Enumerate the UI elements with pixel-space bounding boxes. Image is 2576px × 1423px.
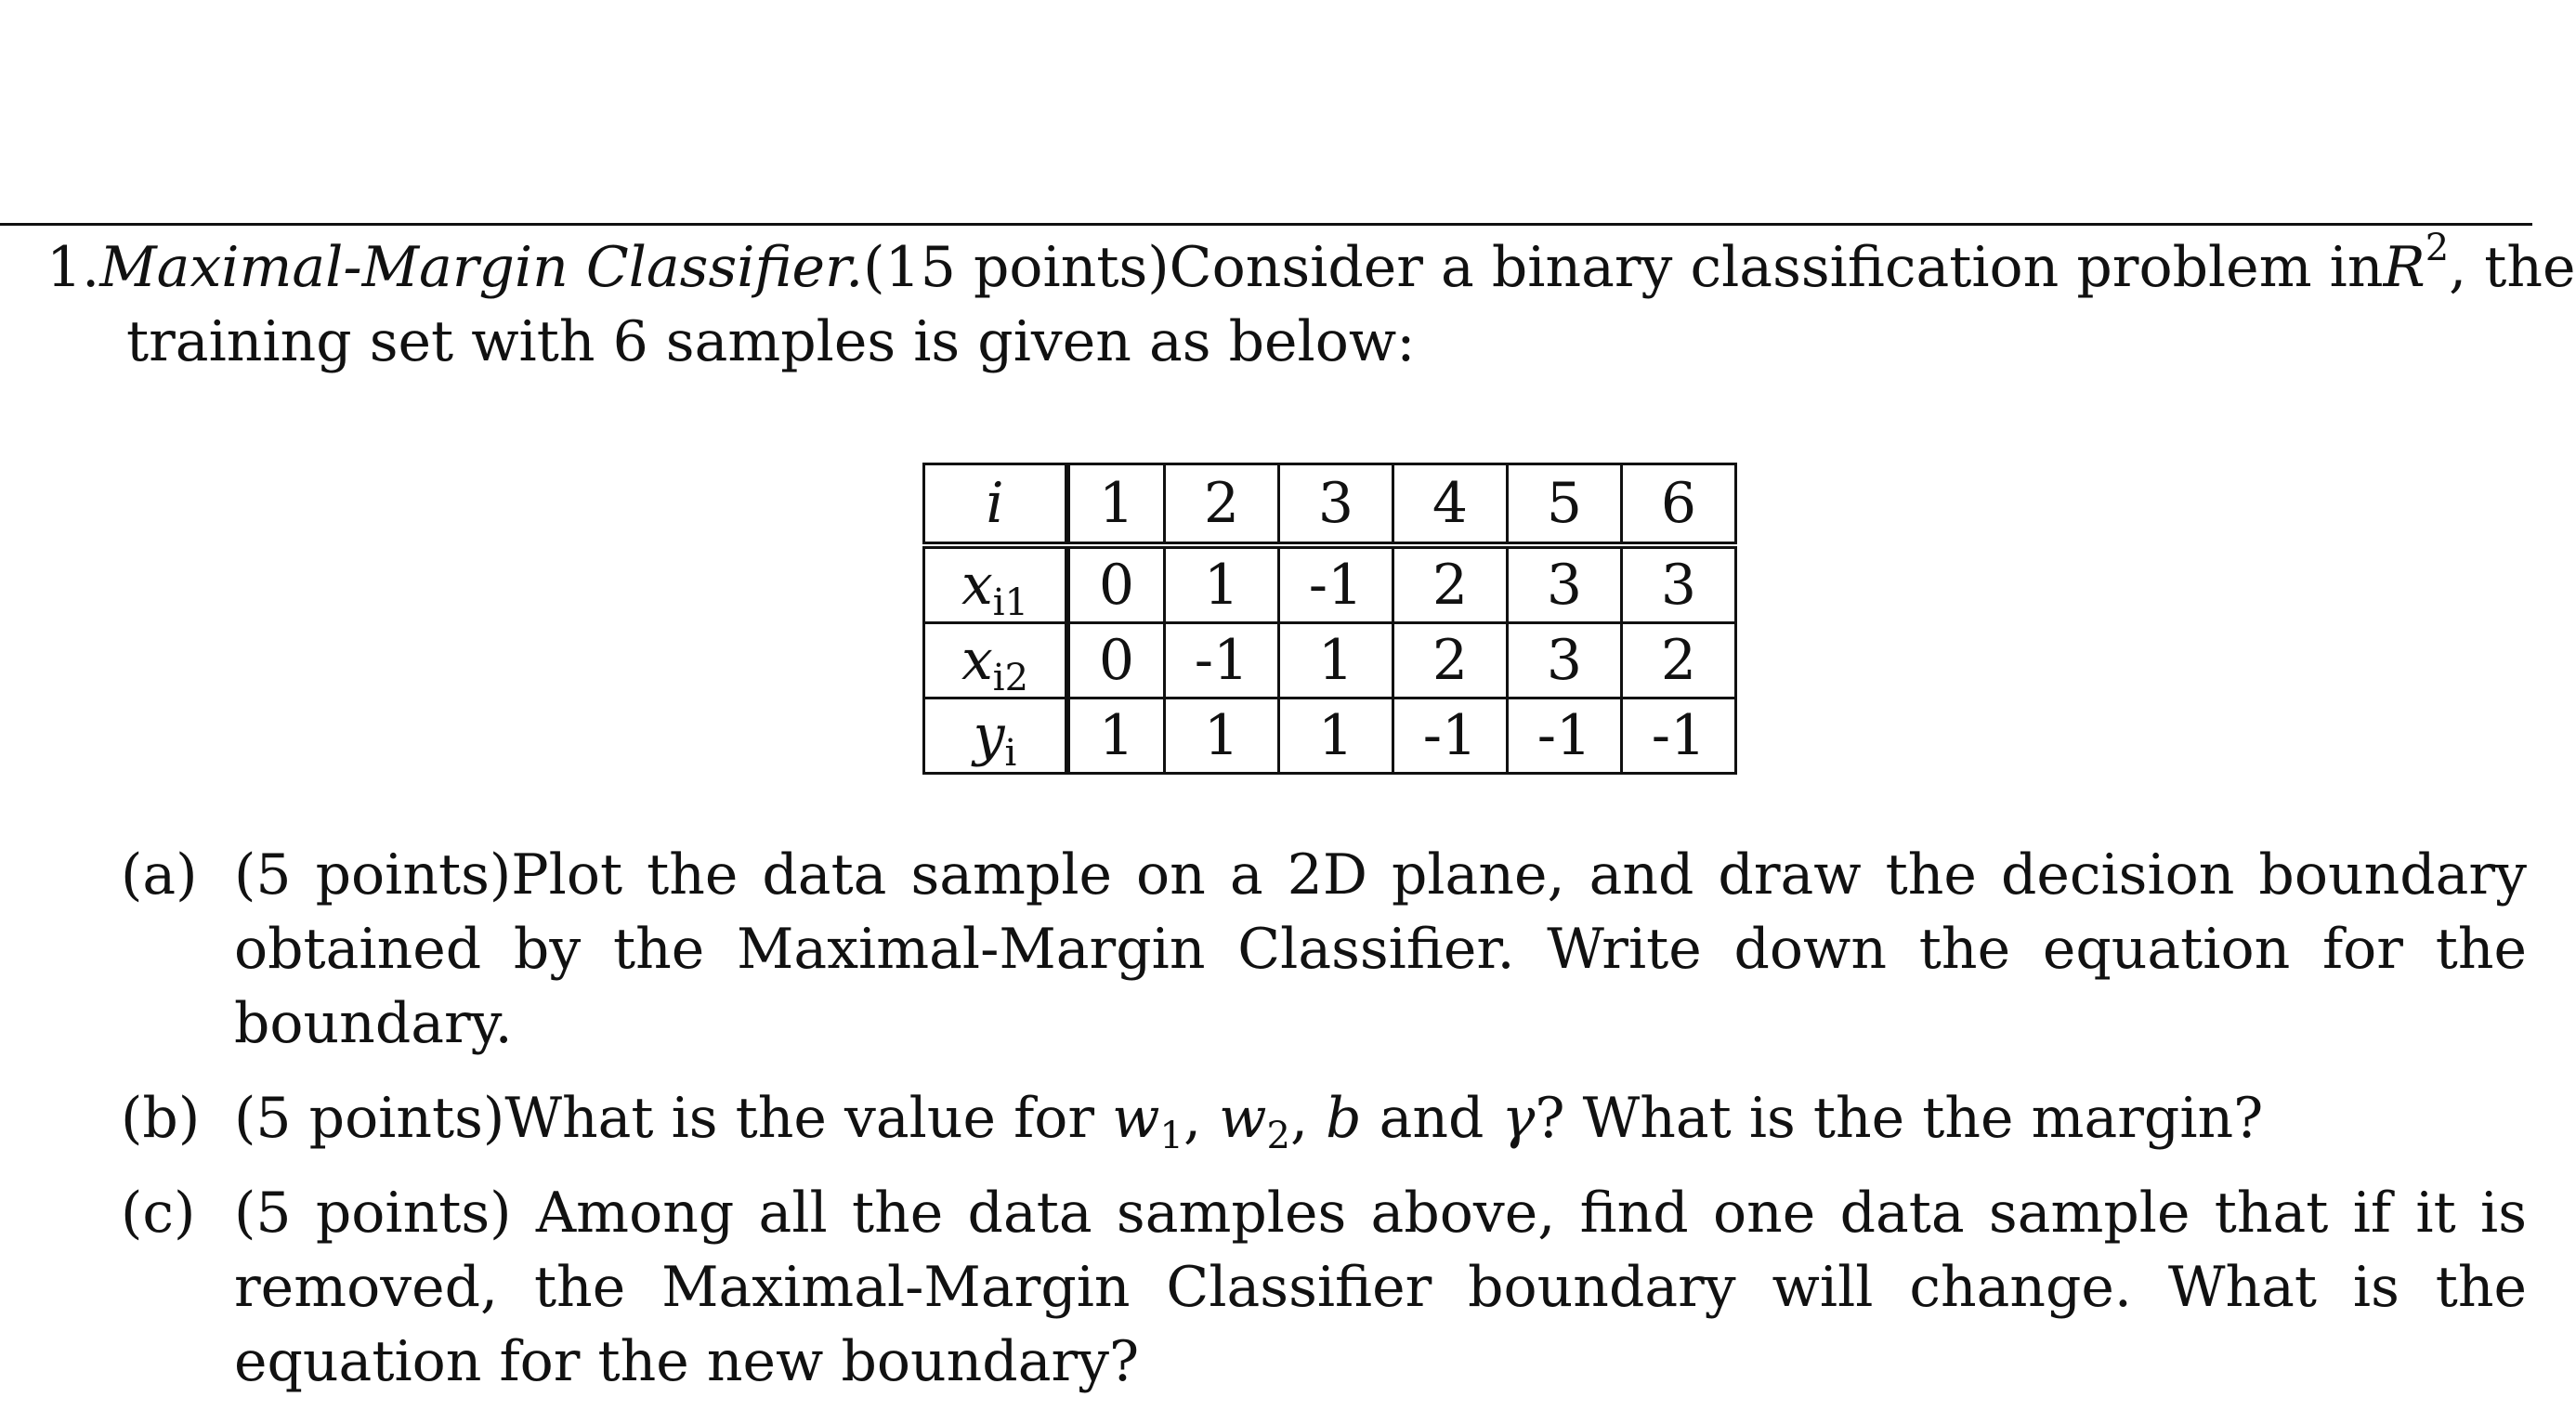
problem-line-2: training set with 6 samples is given as below: bbox=[126, 309, 1416, 374]
row-label-sub: i2 bbox=[992, 657, 1029, 699]
table-cell: 1 bbox=[1279, 623, 1393, 698]
table-cell: 2 bbox=[1393, 623, 1508, 698]
row-label-xi1 bbox=[924, 545, 1068, 623]
space-exponent: 2 bbox=[2425, 227, 2450, 269]
training-data-table bbox=[922, 463, 1737, 775]
comma: , bbox=[1183, 1086, 1220, 1151]
table-cell: 3 bbox=[1622, 545, 1736, 623]
table-cell: 0 bbox=[1067, 545, 1165, 623]
table-header-row bbox=[924, 464, 1736, 546]
row-label-base: y bbox=[973, 703, 1005, 768]
table-cell: 3 bbox=[1508, 623, 1622, 698]
part-c bbox=[121, 1176, 2527, 1399]
table-cell: 1 bbox=[1279, 698, 1393, 774]
table-cell: 2 bbox=[1165, 464, 1279, 546]
sub-questions bbox=[121, 838, 2527, 1419]
b-symbol: b bbox=[1326, 1086, 1362, 1151]
table-cell: 2 bbox=[1622, 623, 1736, 698]
problem-space bbox=[2383, 227, 2576, 305]
part-a-label: (a) bbox=[121, 842, 198, 907]
part-b-post: ? What is the the margin? bbox=[1535, 1086, 2264, 1151]
table-cell: 5 bbox=[1508, 464, 1622, 546]
top-rule bbox=[0, 223, 2532, 226]
table-cell: -1 bbox=[1508, 698, 1622, 774]
row-label-sub: i bbox=[1004, 732, 1017, 775]
table-cell: 3 bbox=[1279, 464, 1393, 546]
table-cell: 1 bbox=[1067, 698, 1165, 774]
comma: , bbox=[1289, 1086, 1327, 1151]
part-b-pre: (5 points)What is the value for bbox=[234, 1086, 1113, 1151]
table-cell: -1 bbox=[1279, 545, 1393, 623]
table-row-yi bbox=[924, 698, 1736, 774]
row-label-base: x bbox=[961, 553, 993, 618]
table-cell: -1 bbox=[1622, 698, 1736, 774]
row-label-base: x bbox=[961, 628, 993, 693]
row-label-yi bbox=[924, 698, 1068, 774]
problem-intro-end: , the bbox=[2449, 235, 2576, 300]
part-a bbox=[121, 838, 2527, 1061]
w1-subscript: 1 bbox=[1159, 1115, 1183, 1157]
problem-intro-text: Consider a binary classification problem in bbox=[1169, 235, 2384, 300]
part-b-label: (b) bbox=[121, 1086, 201, 1151]
row-label-xi2 bbox=[924, 623, 1068, 698]
table-cell: 2 bbox=[1393, 545, 1508, 623]
w2-symbol: w bbox=[1219, 1086, 1267, 1151]
problem-points: (15 points) bbox=[863, 235, 1170, 300]
table-cell: 4 bbox=[1393, 464, 1508, 546]
table-row-xi2 bbox=[924, 623, 1736, 698]
table-cell: 0 bbox=[1067, 623, 1165, 698]
problem-title: Maximal-Margin Classifier. bbox=[99, 235, 864, 300]
problem-statement bbox=[46, 227, 2576, 379]
problem-line-1 bbox=[46, 227, 2576, 305]
space-symbol: R bbox=[2383, 235, 2426, 300]
part-b-text bbox=[234, 1081, 2527, 1155]
part-b bbox=[121, 1081, 2527, 1155]
table-cell: 1 bbox=[1067, 464, 1165, 546]
table-cell: -1 bbox=[1165, 623, 1279, 698]
part-c-label: (c) bbox=[121, 1181, 196, 1246]
w1-symbol: w bbox=[1112, 1086, 1160, 1151]
table-header-label: i bbox=[924, 464, 1068, 546]
part-c-text: (5 points) Among all the data samples above, find one data sample that if it is removed, the Maximal-Margin Classifier boundary will change. What is the equation for the new boundary? bbox=[234, 1181, 2527, 1394]
table-row-xi1 bbox=[924, 545, 1736, 623]
table-cell: 1 bbox=[1165, 545, 1279, 623]
table-cell: 6 bbox=[1622, 464, 1736, 546]
table-cell: 1 bbox=[1165, 698, 1279, 774]
gamma-symbol: γ bbox=[1501, 1086, 1536, 1151]
problem-number: 1. bbox=[46, 235, 100, 300]
table-cell: -1 bbox=[1393, 698, 1508, 774]
and-word: and bbox=[1361, 1086, 1502, 1151]
w2-subscript: 2 bbox=[1266, 1115, 1290, 1157]
part-a-text: (5 points)Plot the data sample on a 2D plane, and draw the decision boundary obtained by the Maximal-Margin Classifier. Write down the equation for the boundary. bbox=[234, 842, 2527, 1056]
table-cell: 3 bbox=[1508, 545, 1622, 623]
row-label-sub: i1 bbox=[992, 581, 1029, 624]
